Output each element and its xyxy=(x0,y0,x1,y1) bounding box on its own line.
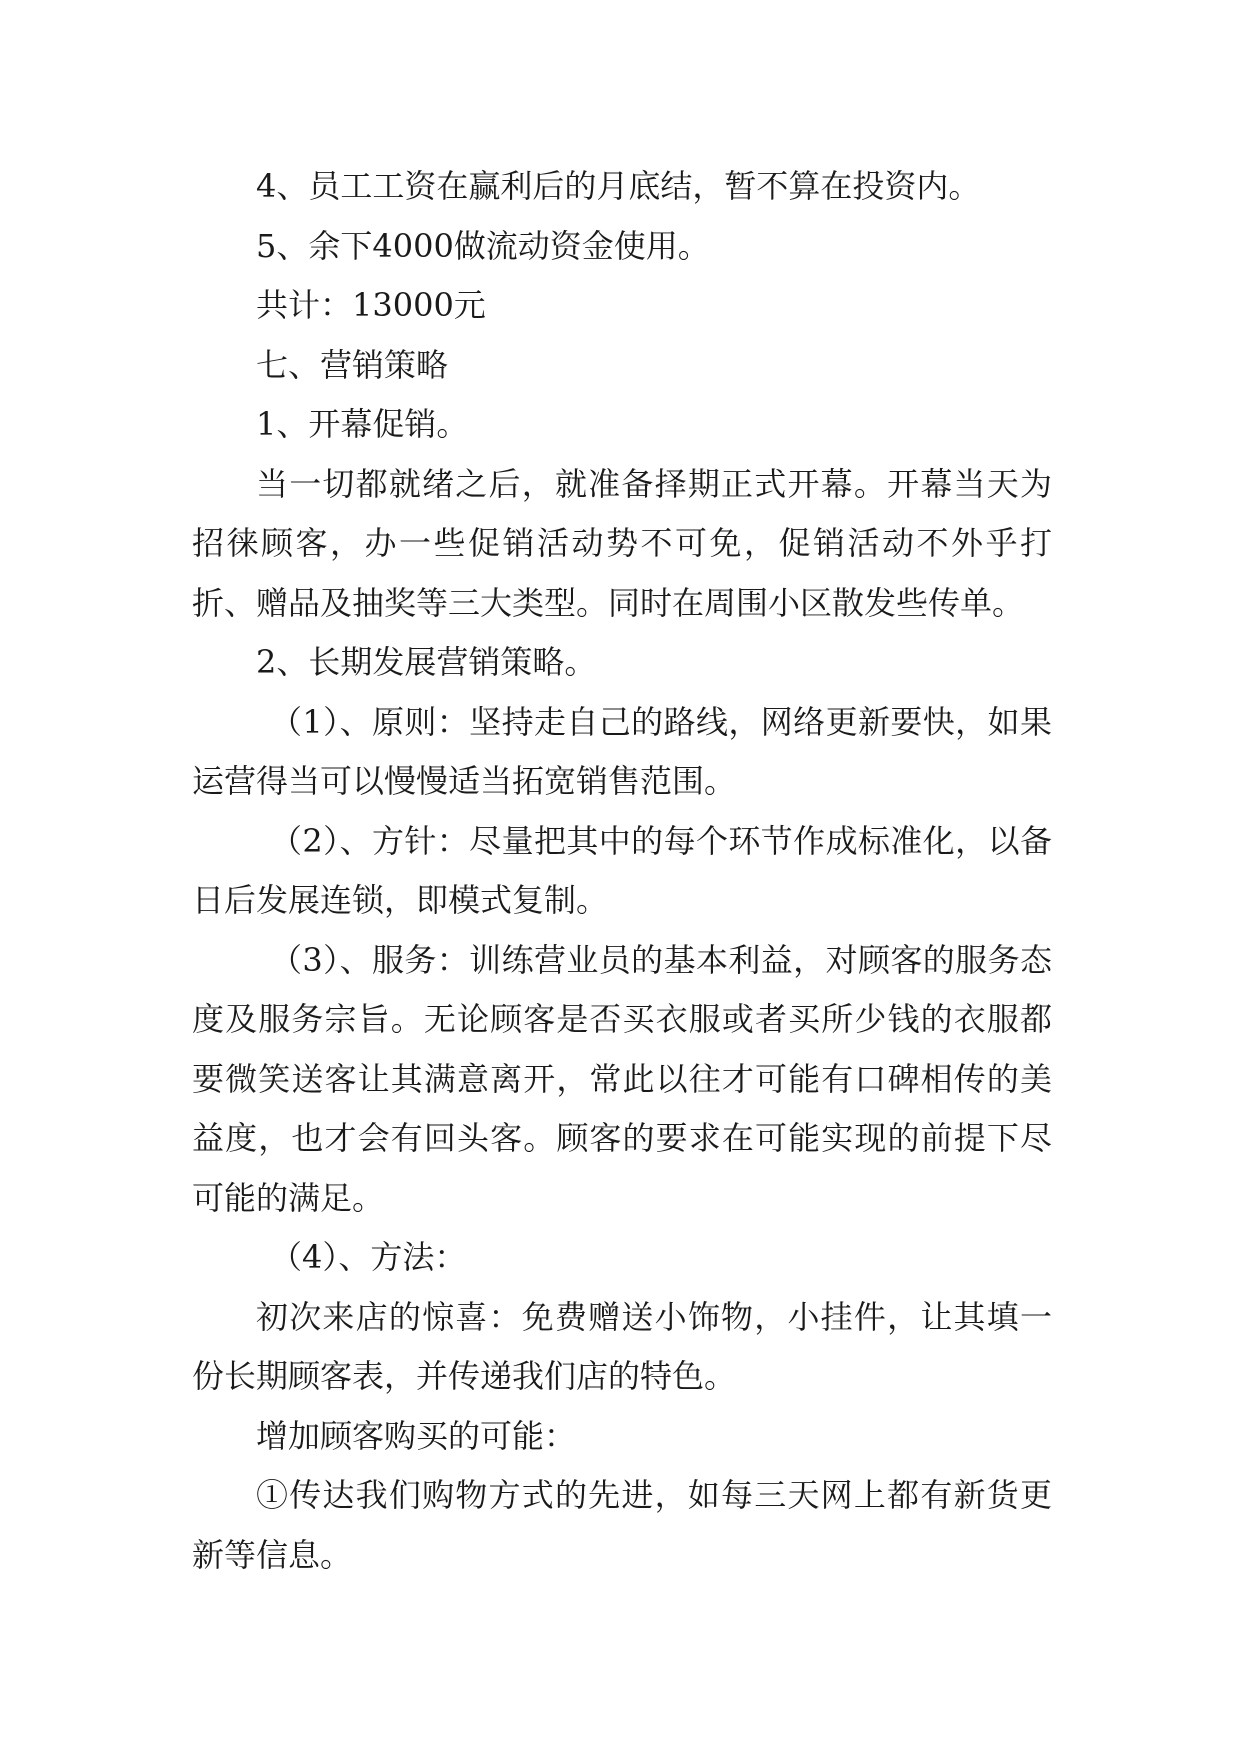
paragraph-working-capital: 5、余下4000做流动资金使用。 xyxy=(256,226,710,265)
paragraph-principle: （1）、原则：坚持走自己的路线，网络更新要快，如果运营得当可以慢慢适当拓宽销售范围。 xyxy=(192,702,1052,800)
paragraph-total: 共计：13000元 xyxy=(256,286,486,324)
section-heading-marketing: 七、营销策略 xyxy=(256,345,449,384)
paragraph-method-heading: （4）、方法： xyxy=(270,1238,467,1276)
paragraph-increase-purchase: 增加顾客购买的可能： xyxy=(256,1416,577,1455)
paragraph-item-1: ①传达我们购物方式的先进，如每三天网上都有新货更新等信息。 xyxy=(192,1476,1052,1574)
paragraph-salary: 4、员工工资在赢利后的月底结，暂不算在投资内。 xyxy=(256,167,981,205)
subheading-long-term-strategy: 2、长期发展营销策略。 xyxy=(256,643,597,681)
paragraph-opening-promotion: 当一切都就绪之后，就准备择期正式开幕。开幕当天为招徕顾客，办一些促销活动势不可免，促销活动不外乎打折、赠品及抽奖等三大类型。同时在周围小区散发些传单。 xyxy=(192,464,1052,622)
paragraph-first-visit: 初次来店的惊喜：免费赠送小饰物，小挂件，让其填一份长期顾客表，并传递我们店的特色。 xyxy=(192,1297,1052,1395)
document-body xyxy=(192,157,1052,1585)
paragraph-policy: （2）、方针：尽量把其中的每个环节作成标准化，以备日后发展连锁，即模式复制。 xyxy=(192,821,1052,919)
paragraph-service: （3）、服务：训练营业员的基本利益，对顾客的服务态度及服务宗旨。无论顾客是否买衣服或者买所少钱的衣服都要微笑送客让其满意离开，常此以往才可能有口碑相传的美益度，也才会有回头客。顾客的要求在可能实现的前提下尽可能的满足。 xyxy=(192,940,1052,1217)
subheading-opening-promotion: 1、开幕促销。 xyxy=(256,405,469,443)
